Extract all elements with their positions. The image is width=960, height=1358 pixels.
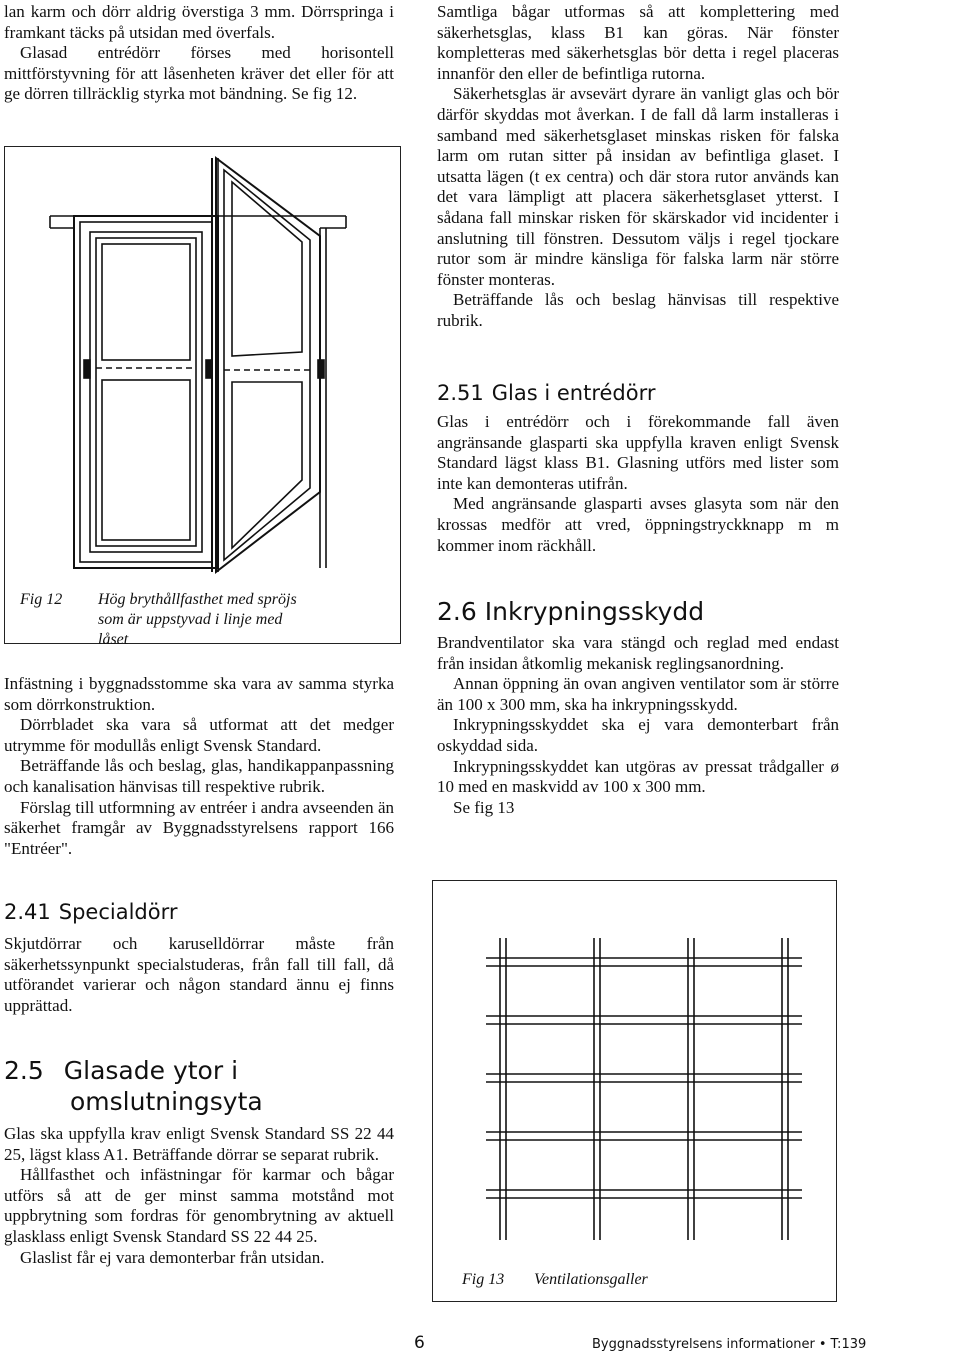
page-number: 6 (414, 1333, 425, 1353)
paragraph: Säkerhetsglas är avsevärt dyrare än vanligt glas och bör därför skyddas mot åverkan. I de fall då larm installeras i samband med säkerhetsglaset minskas risken för falska larm om rutan sitter på insidan av befintliga glaset. I utsatta lägen (t ex centra) och där stora rutor används kan det vara lämpligt att placera säkerhetsglaset ytterst. I sådana fall minskar risken för skärskador vid incidenter i anslutning till fönstren. Dessutom väljs i regel tjockare rutor som är mindre känsliga för falska larm när större fönster monteras. (437, 84, 839, 289)
paragraph: Infästning i byggnadsstomme ska vara av samma styrka som dörrkonstruktion. (4, 674, 394, 714)
paragraph: Hållfasthet och infästningar för karmar och bågar utförs så att de ger minst samma motstånd mot uppbrytning som fordras för genombrytning av aktuell glasklass enligt Svensk Standard SS 22 44 25. (4, 1165, 394, 1246)
paragraph: Med angränsande glasparti avses glasyta som när den krossas medför att vred, öppningstryckknapp m m kommer inom räckhåll. (437, 494, 839, 555)
caption-text: Ventilationsgaller (534, 1271, 648, 1288)
paragraph: Annan öppning än ovan angiven ventilator som är större än 100 x 300 mm, ska ha inkrypningsskydd. (437, 674, 839, 714)
section-title: Specialdörr (58, 900, 178, 924)
paragraph: Beträffande lås och beslag hänvisas till respektive rubrik. (437, 290, 839, 330)
section-title: Glas i entrédörr (491, 381, 656, 405)
paragraph: Samtliga bågar utformas så att komplettering med säkerhetsglas, klass B1 kan göras. När fönster kompletteras med säkerhetsglas bör detta i regel placeras innanför den eller de befintliga rutorna. (437, 2, 839, 83)
section-title: Inkrypningsskydd (484, 597, 705, 626)
figure-label: Fig 12 (20, 591, 63, 608)
section-number: 2.5 (4, 1056, 44, 1085)
section-number: 2.51 (437, 381, 484, 405)
bullet-separator: • (818, 1337, 827, 1352)
section-title-line-1: Glasade ytor i (63, 1056, 239, 1085)
paragraph: Skjutdörrar och karuselldörrar måste från säkerhetssynpunkt specialstuderas, från fall till fall, då utförandet varierar och någon standard ännu ej finns upprättad. (4, 934, 394, 1015)
section-number: 2.41 (4, 900, 51, 924)
paragraph: lan karm och dörr aldrig överstiga 3 mm. Dörrspringa i framkant täcks på utsidan med överfals. (4, 2, 394, 42)
paragraph: Se fig 13 (453, 797, 515, 817)
paragraph: Brandventilator ska vara stängd och reglad med endast från insidan åtkomlig mekanisk reglingsanordning. (437, 633, 839, 673)
paragraph: Glas i entrédörr och i förekommande fall även angränsande glasparti ska uppfylla kraven enligt Svensk Standard lägst klass B1. Glasning utförs med lister som inte kan demonteras utifrån. (437, 412, 839, 493)
paragraph: Inkrypningsskyddet kan utgöras av pressat trådgaller ø 10 med en maskvidd av 100 x 300 mm. (437, 756, 839, 797)
publication-footer (592, 1337, 866, 1352)
paragraph: Inkrypningsskyddet ska ej vara demonterbart från oskyddad sida. (437, 715, 839, 755)
paragraph: Glas ska uppfylla krav enligt Svensk Standard SS 22 44 25, lägst klass A1. Beträffande dörrar se separat rubrik. (4, 1124, 394, 1164)
paragraph: Dörrbladet ska vara så utformat att det medger utrymme för modullås enligt Svensk Standard. (4, 715, 394, 755)
paragraph: Beträffande lås och beslag, glas, handikappanpassning och kanalisation hänvisas till respektive rubrik. (4, 756, 394, 796)
publication-code: T:139 (830, 1337, 867, 1352)
figure-13-caption (462, 1270, 822, 1294)
section-title-line-2: omslutningsyta (70, 1087, 263, 1116)
paragraph: Förslag till utformning av entréer i andra avseenden än säkerhet framgår av Byggnadsstyrelsens rapport 166 "Entréer". (4, 797, 394, 858)
paragraph: Glaslist får ej vara demonterbar från utsidan. (20, 1247, 325, 1267)
paragraph: Glasad entrédörr förses med horisontell mittförstyvning för att låsenheten kräver det eller för att ge dörren tillräcklig styrka mot bändning. Se fig 12. (4, 43, 394, 104)
figure-label: Fig 13 (462, 1271, 505, 1288)
section-number: 2.6 (437, 597, 477, 626)
caption-text: Hög brythållfasthet med spröjs som är uppstyvad i linje med låset (98, 591, 297, 648)
publication-name: Byggnadsstyrelsens informationer (592, 1337, 815, 1352)
